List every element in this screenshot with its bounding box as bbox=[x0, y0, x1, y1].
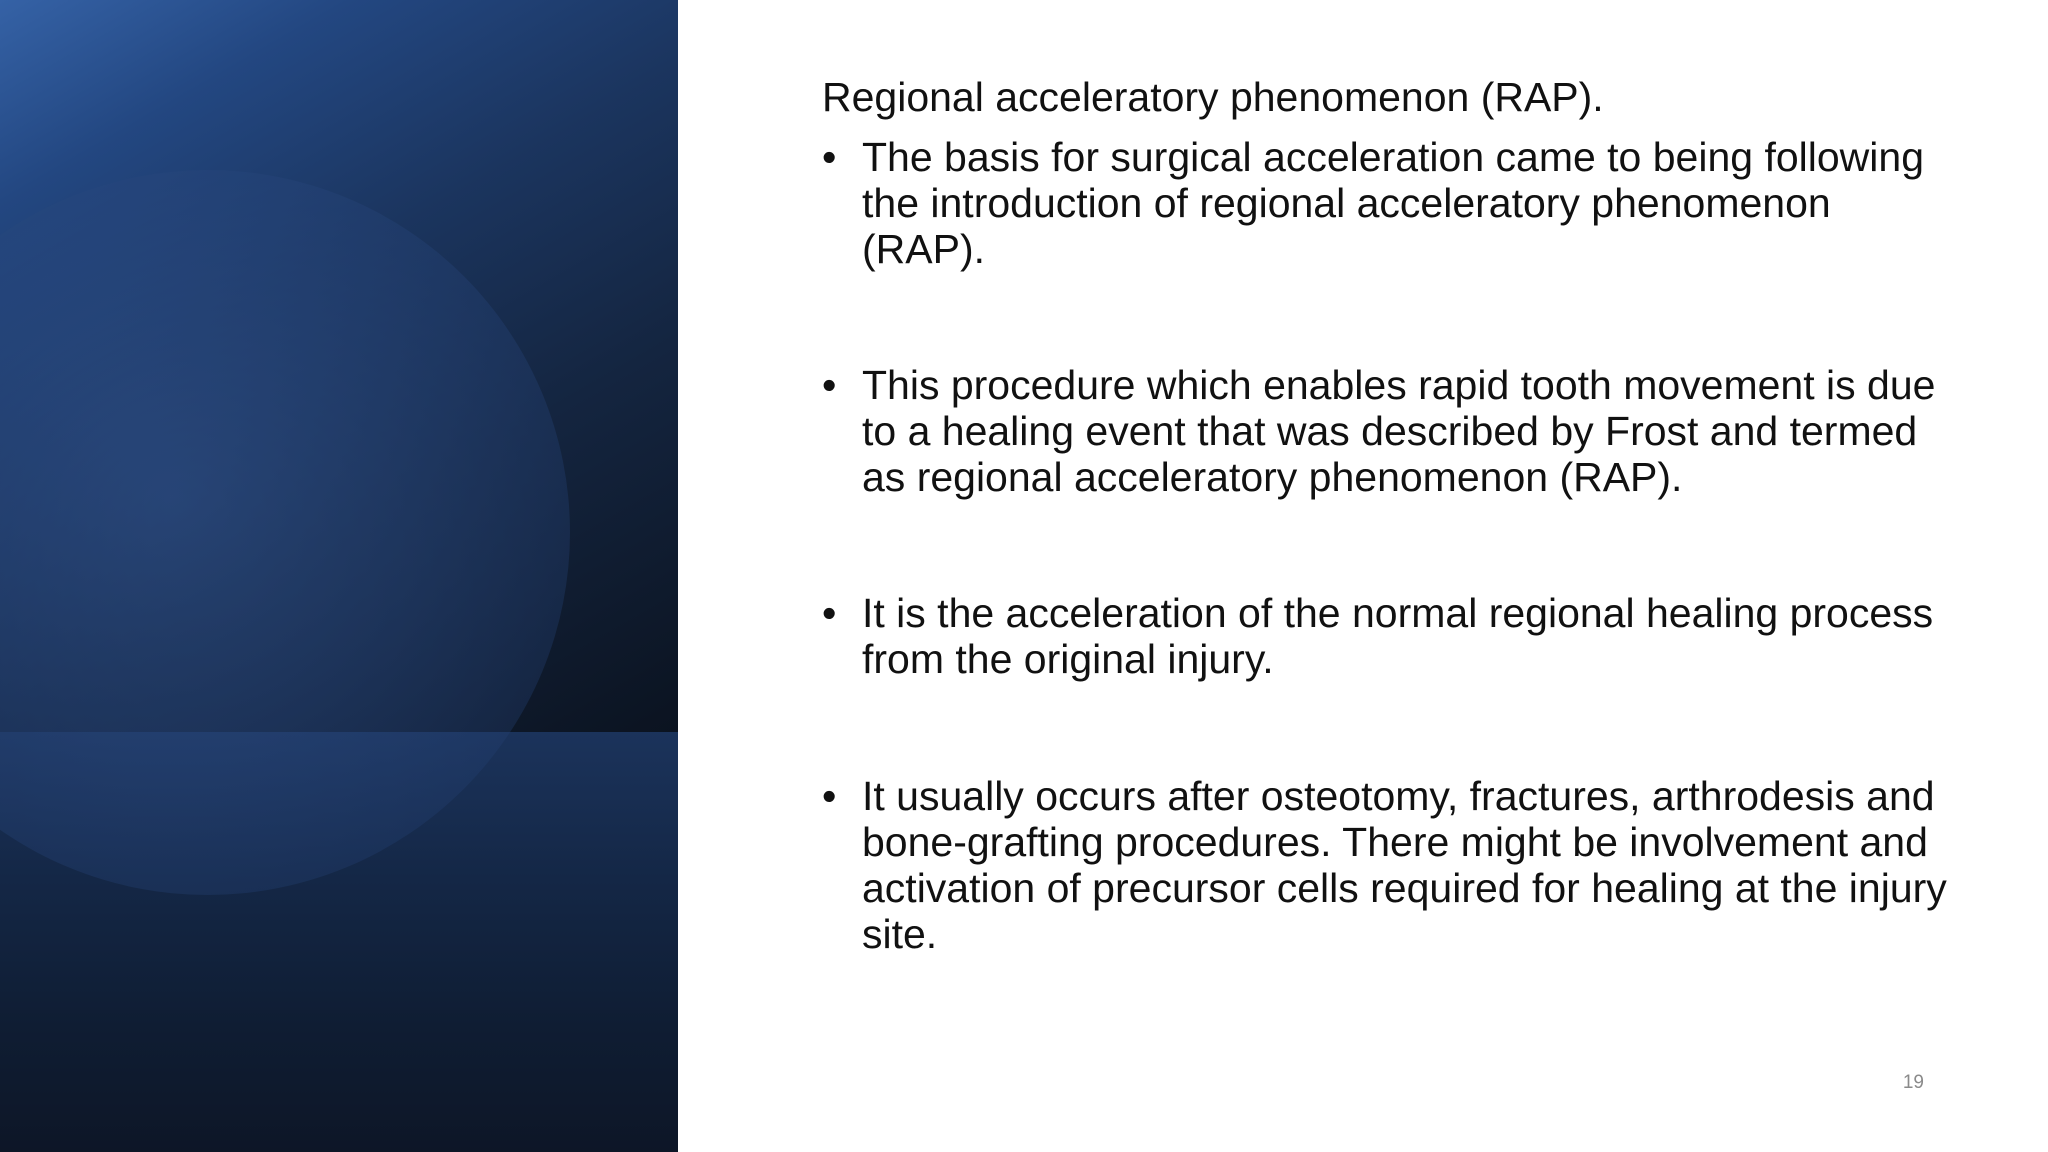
slide-content bbox=[822, 68, 1962, 957]
bullet-item: • It is the acceleration of the normal regional healing process from the original injury. bbox=[822, 590, 1962, 682]
decorative-side-panel bbox=[0, 0, 678, 1152]
bullet-item: • The basis for surgical acceleration came to being following the introduction of regional acceleratory phenomenon (RAP). bbox=[822, 134, 1962, 272]
slide-heading: Regional acceleratory phenomenon (RAP). bbox=[822, 74, 1604, 120]
bullet-item: • This procedure which enables rapid tooth movement is due to a healing event that was described by Frost and termed as regional acceleratory phenomenon (RAP). bbox=[822, 362, 1962, 500]
page-number: 19 bbox=[1902, 1072, 1924, 1093]
bullet-item: • It usually occurs after osteotomy, fractures, arthrodesis and bone-grafting procedures. There might be involvement and activation of precursor cells required for healing at the injury site. bbox=[822, 773, 1962, 957]
bullet-list bbox=[822, 134, 1962, 957]
